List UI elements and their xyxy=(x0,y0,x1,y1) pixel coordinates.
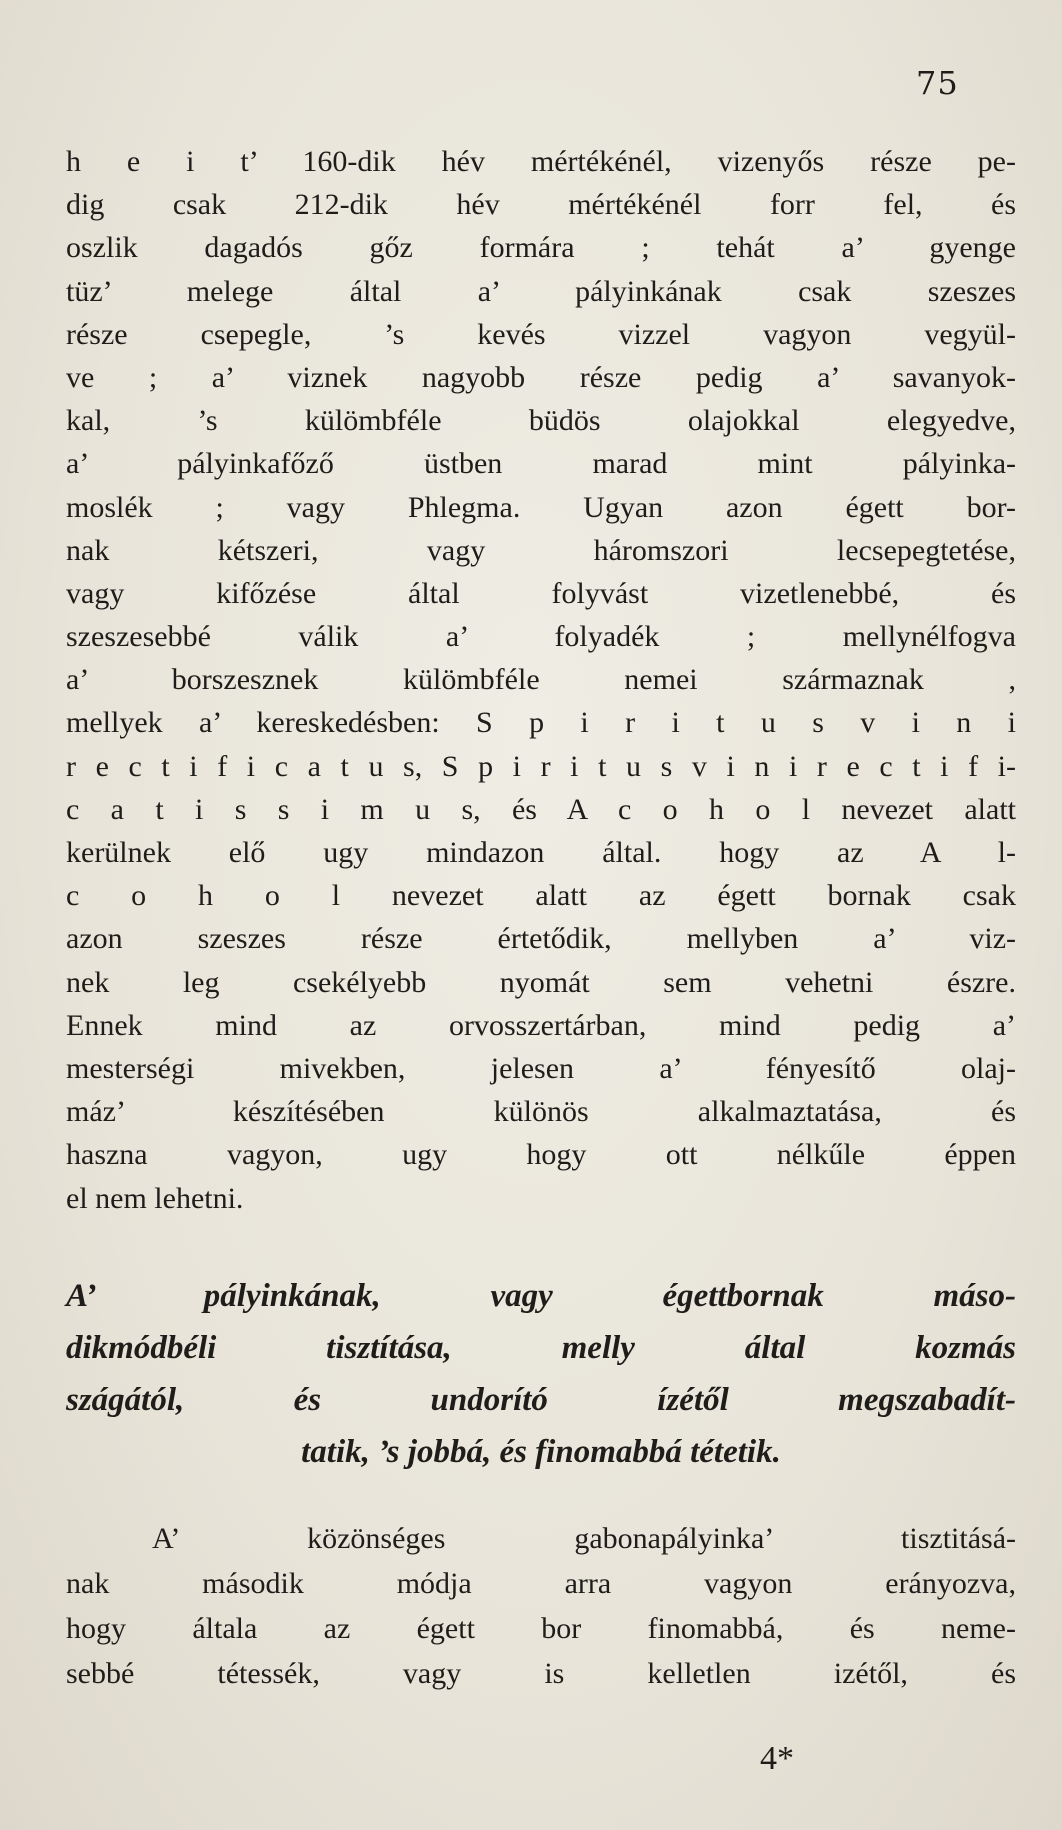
text-line: Ennek mind az orvosszertárban, mind pedig a’ xyxy=(66,1008,1016,1042)
heading-line: szágától, és undorító ízétől megszabadít- xyxy=(66,1382,1016,1418)
text-line: a’ borszesznek külömbféle nemei származnak , xyxy=(66,663,1016,697)
text-line: nak második módja arra vagyon erányozva, xyxy=(66,1567,1016,1600)
text-line: h e i t’ 160-dik hév mértékénél, vizenyős része pe- xyxy=(66,145,1016,178)
text-line: c o h o l nevezet alatt az égett bornak csak xyxy=(66,879,1016,913)
text-line: sebbé tétessék, vagy is kelletlen izétől, és xyxy=(66,1657,1016,1690)
signature-mark: 4* xyxy=(760,1740,794,1777)
page-number: 75 xyxy=(916,64,959,102)
heading-line: dikmódbéli tisztítása, melly által kozmás xyxy=(66,1330,1016,1366)
text-line: dig csak 212-dik hév mértékénél forr fel, és xyxy=(66,188,1016,222)
text-line: kerülnek elő ugy mindazon által. hogy az A l- xyxy=(66,836,1016,869)
heading-line: tatik, ’s jobbá, és finomabbá tétetik. xyxy=(301,1434,781,1470)
text-line: moslék ; vagy Phlegma. Ugyan azon égett bor- xyxy=(66,490,1016,524)
text-line: mesterségi mivekben, jelesen a’ fényesítő olaj- xyxy=(66,1051,1016,1085)
text-line: ve ; a’ viznek nagyobb része pedig a’ savanyok- xyxy=(66,360,1016,394)
text-line: része csepegle, ’s kevés vizzel vagyon vegyül- xyxy=(66,317,1016,351)
text-line: r e c t i f i c a t u s, S p i r i t u s v i n i r e c t i f i- xyxy=(66,749,1016,783)
text-line: vagy kifőzése által folyvást vizetlenebbé, és xyxy=(66,576,1016,610)
text-line: tüz’ melege által a’ pályinkának csak szeszes xyxy=(66,274,1016,308)
text-line: oszlik dagadós gőz formára ; tehát a’ gyenge xyxy=(66,231,1016,265)
text-line: szeszesebbé válik a’ folyadék ; mellynélfogva xyxy=(66,620,1016,654)
text-line: a’ pályinkafőző üstben marad mint pályinka- xyxy=(66,447,1016,481)
paragraph-2 xyxy=(66,1516,1016,1696)
text-line: c a t i s s i m u s, és A c o h o l nevezet alatt xyxy=(66,792,1016,826)
text-line: haszna vagyon, ugy hogy ott nélkűle éppen xyxy=(66,1138,1016,1172)
paragraph-1 xyxy=(66,140,1016,1220)
text-line: kal, ’s külömbféle büdös olajokkal elegyedve, xyxy=(66,404,1016,438)
text-line: el nem lehetni. xyxy=(66,1181,244,1215)
text-line: azon szeszes része értetődik, mellyben a’ viz- xyxy=(66,922,1016,956)
section-heading xyxy=(66,1270,1016,1478)
heading-line: A’ pályinkának, vagy égettbornak máso- xyxy=(66,1278,1016,1314)
text-line: nek leg csekélyebb nyomát sem vehetni észre. xyxy=(66,965,1016,999)
text-line: máz’ készítésében különös alkalmaztatása, és xyxy=(66,1095,1016,1129)
text-line: A’ közönséges gabonapályinka’ tisztitásá- xyxy=(152,1522,1016,1555)
text-line: nak kétszeri, vagy háromszori lecsepegtetése, xyxy=(66,533,1016,567)
text-line: mellyek a’ kereskedésben: S p i r i t u s v i n i xyxy=(66,706,1016,740)
text-line: hogy általa az égett bor finomabbá, és neme- xyxy=(66,1612,1016,1645)
